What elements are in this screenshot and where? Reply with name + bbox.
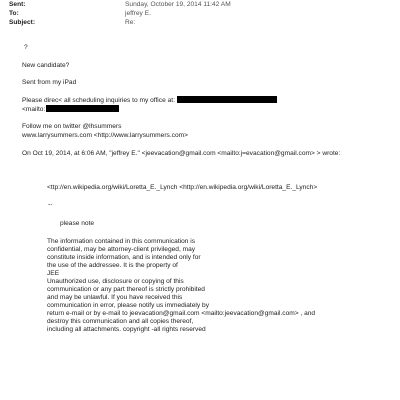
please-note-line: please note	[60, 220, 95, 227]
disclaimer-line: communication or any part thereof is strictly prohibited	[47, 286, 205, 293]
disclaimer-line: constitute inside information, and is intended only for	[47, 254, 201, 261]
to-value: jeffrey E.	[125, 10, 151, 17]
scheduling-text: Please direc< all scheduling inquiries to my office at:	[22, 97, 175, 104]
disclaimer-line: Unauthorized use, disclosure or copying of this	[47, 278, 184, 285]
disclaimer-line: JEE	[47, 270, 60, 277]
wiki-link[interactable]: <ttp://en.wikipedia.org/wiki/Loretta_E._Lynch <http://en.wikipedia.org/wiki/Loretta_E._Lynch>	[47, 184, 318, 191]
new-candidate-line: New candidate?	[22, 62, 70, 69]
separator-dash: --	[48, 201, 53, 208]
disclaimer-line: The information contained in this communication is	[47, 238, 196, 245]
disclaimer-line: communication in error, please notify us immediately by	[47, 302, 209, 309]
twitter-line: Follow me on twitter @lhsummers	[22, 123, 122, 130]
disclaimer-line: confidential, may be attorney-client privileged, may	[47, 246, 196, 253]
sent-label: Sent:	[9, 1, 26, 8]
redaction-bar	[46, 105, 119, 112]
sent-value: Sunday, October 19, 2014 11:42 AM	[125, 1, 231, 8]
disclaimer-line: and may be unlawful. If you have received this	[47, 294, 183, 301]
disclaimer-line: destroy this communication and all copies thereof,	[47, 318, 194, 325]
scheduling-line	[22, 96, 277, 105]
subject-value: Re:	[125, 19, 136, 26]
quoted-header-line: On Oct 19, 2014, at 6:06 AM, "jeffrey E." <jeevacation@gmail.com <mailto:j=evacation@gmail.com> > wrote:	[22, 150, 341, 157]
redaction-bar	[177, 96, 277, 103]
question-mark: ?	[24, 44, 28, 51]
subject-label: Subject:	[9, 19, 36, 26]
disclaimer-line: the use of the addressee. It is the property of	[47, 262, 178, 269]
mailto-line	[22, 105, 119, 114]
website-link[interactable]: www.larrysummers.com <http://www.larrysummers.com>	[22, 132, 188, 139]
sent-from-line: Sent from my iPad	[22, 79, 77, 86]
to-label: To:	[9, 10, 19, 17]
disclaimer-line: including all attachments. copyright -all rights reserved	[47, 326, 206, 333]
disclaimer-line: return e-mail or by e-mail to jeevacation@gmail.com <mailto:jeevacation@gmail.com> , and	[47, 310, 316, 317]
mailto-text: <mailto:	[22, 106, 46, 113]
